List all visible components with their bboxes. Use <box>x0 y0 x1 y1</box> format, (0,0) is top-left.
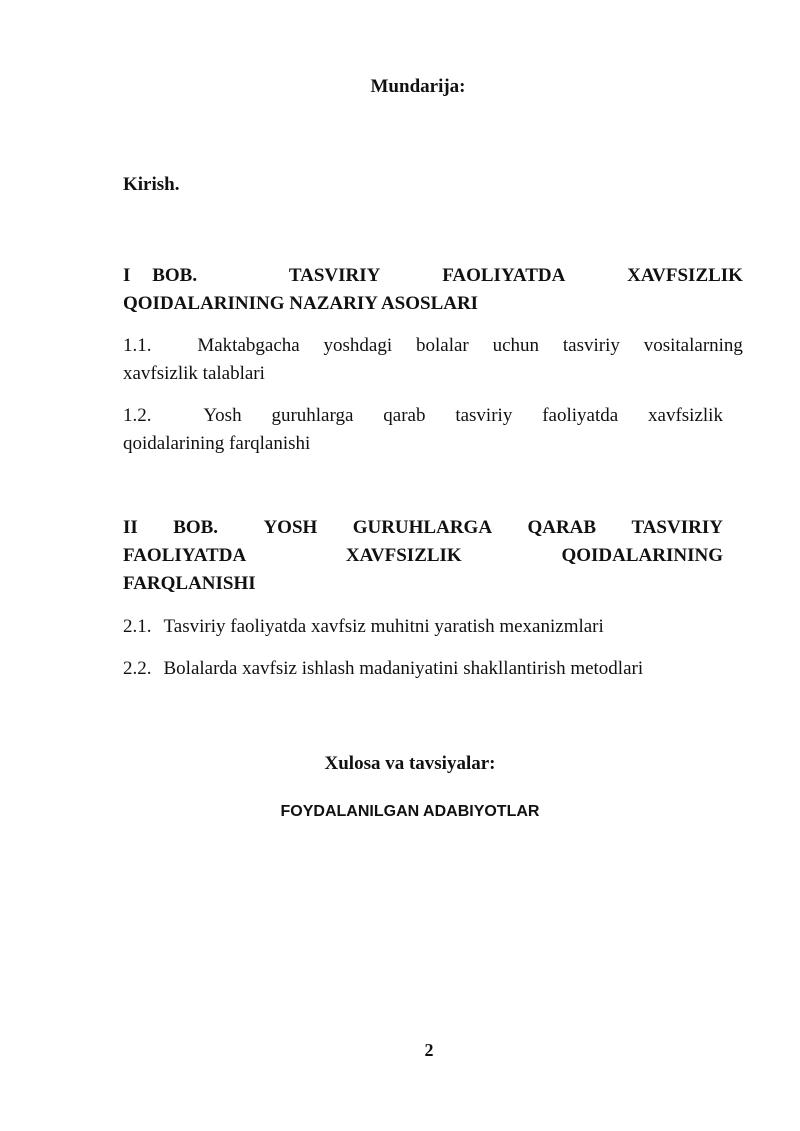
toc-title: Mundarija: <box>370 76 466 97</box>
section-text: Tasviriy faoliyatda xavfsiz muhitni yaratish mexanizmlari <box>163 616 604 637</box>
chapter-1-word: XAVFSIZLIK <box>627 265 743 286</box>
toc-section-2-1 <box>123 613 743 641</box>
chapter-2-word: FAOLIYATDA <box>123 545 247 566</box>
section-1-2-line-2: qoidalarining farqlanishi <box>123 433 311 454</box>
section-1-1-line-1 <box>123 332 743 360</box>
section-1-2-line-1 <box>123 402 723 430</box>
toc-entry-references: FOYDALANILGAN ADABIYOTLAR <box>280 803 540 820</box>
chapter-1-line-2: QOIDALARINING NAZARIY ASOSLARI <box>123 293 479 314</box>
section-word: bolalar <box>415 335 469 356</box>
toc-section-1-2 <box>123 402 723 458</box>
chapter-2-word: QARAB <box>527 517 597 538</box>
chapter-2-line-1 <box>123 514 723 542</box>
chapter-2-line-3: FARQLANISHI <box>123 573 256 594</box>
toc-section-1-1 <box>123 332 743 388</box>
chapter-2-word: II <box>123 517 138 538</box>
section-number: 1.1. <box>123 335 152 356</box>
section-1-1-line-2: xavfsizlik talablari <box>123 363 265 384</box>
chapter-2-word: BOB. <box>173 517 219 538</box>
chapter-2-word: XAVFSIZLIK <box>345 545 462 566</box>
section-word: yoshdagi <box>323 335 393 356</box>
section-number: 2.1. <box>123 616 152 637</box>
section-number: 1.2. <box>123 405 152 426</box>
toc-entry-intro: Kirish. <box>123 174 180 195</box>
chapter-2-line-2 <box>123 542 723 570</box>
section-text: Bolalarda xavfsiz ishlash madaniyatini shakllantirish metodlari <box>163 658 644 679</box>
toc-chapter-1 <box>123 262 743 318</box>
section-word: faoliyatda <box>542 405 619 426</box>
chapter-2-word: YOSH <box>263 517 318 538</box>
chapter-1-word: I <box>123 265 131 286</box>
section-word: uchun <box>492 335 540 356</box>
toc-section-2-2 <box>123 655 743 683</box>
chapter-1-word: TASVIRIY <box>288 265 381 286</box>
page-number: 2 <box>424 1040 434 1060</box>
section-number: 2.2. <box>123 658 152 679</box>
section-word: Maktabgacha <box>197 335 300 356</box>
section-word: guruhlarga <box>271 405 354 426</box>
section-word: Yosh <box>203 405 242 426</box>
section-word: qarab <box>383 405 426 426</box>
chapter-2-word: TASVIRIY <box>631 517 723 538</box>
section-word: xavfsizlik <box>648 405 723 426</box>
chapter-2-word: QOIDALARINING <box>561 545 723 566</box>
section-word: tasviriy <box>562 335 620 356</box>
chapter-1-word: FAOLIYATDA <box>442 265 566 286</box>
toc-entry-conclusion: Xulosa va tavsiyalar: <box>324 753 496 774</box>
chapter-2-word: GURUHLARGA <box>352 517 493 538</box>
section-word: vositalarning <box>643 335 743 356</box>
section-word: tasviriy <box>455 405 513 426</box>
chapter-1-word: BOB. <box>152 265 198 286</box>
chapter-1-line-1 <box>123 262 743 290</box>
toc-chapter-2 <box>123 514 723 598</box>
